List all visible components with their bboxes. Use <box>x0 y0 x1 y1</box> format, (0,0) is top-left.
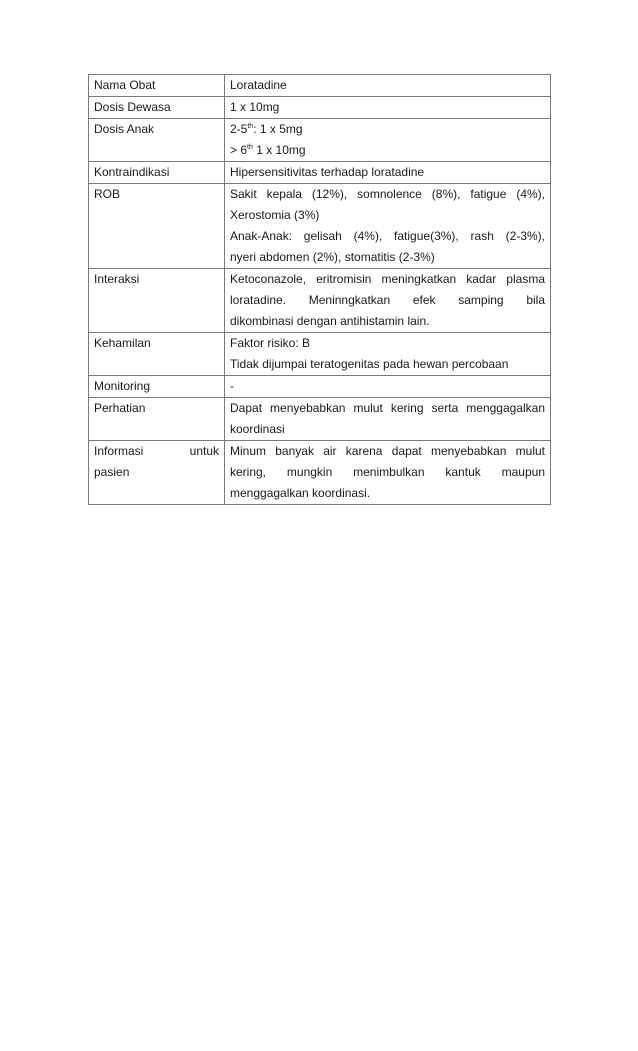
value-line: Tidak dijumpai teratogenitas pada hewan percobaan <box>230 357 509 371</box>
value-line: dikombinasi dengan antihistamin lain. <box>230 314 430 328</box>
value-line: Xerostomia (3%) <box>230 208 320 222</box>
value-line: kering, mungkin menimbulkan kantuk maupun <box>230 465 545 479</box>
value-line: koordinasi <box>230 422 285 436</box>
superscript: th <box>247 144 253 151</box>
row-label: Monitoring <box>89 376 225 398</box>
row-value <box>225 441 551 505</box>
row-label: Kontraindikasi <box>89 162 225 184</box>
row-label: Perhatian <box>89 398 225 441</box>
drug-info-table <box>88 74 551 505</box>
row-value <box>225 97 551 119</box>
value-line: - <box>230 379 234 393</box>
row-label: Dosis Dewasa <box>89 97 225 119</box>
value-line: 1 x 10mg <box>230 100 280 114</box>
table-row <box>89 97 551 119</box>
dose-amount: : 1 x 5mg <box>253 122 303 136</box>
value-line: Dapat menyebabkan mulut kering serta menggagalkan <box>230 401 545 415</box>
table-row <box>89 162 551 184</box>
table-row <box>89 441 551 505</box>
row-label: Interaksi <box>89 269 225 333</box>
row-label: Kehamilan <box>89 333 225 376</box>
label-word: Informasi <box>94 444 144 458</box>
row-value <box>225 333 551 376</box>
value-line: menggagalkan koordinasi. <box>230 486 371 500</box>
table-row <box>89 269 551 333</box>
label-word: pasien <box>94 465 130 479</box>
table-row <box>89 184 551 269</box>
row-label: ROB <box>89 184 225 269</box>
value-line: Sakit kepala (12%), somnolence (8%), fatigue (4%), <box>230 187 545 201</box>
row-value <box>225 398 551 441</box>
dose-amount: 1 x 10mg <box>252 143 306 157</box>
value-line: Faktor risiko: B <box>230 336 311 350</box>
row-label <box>89 441 225 505</box>
row-label: Dosis Anak <box>89 119 225 162</box>
row-value <box>225 269 551 333</box>
label-word: untuk <box>189 444 219 458</box>
dose-range: > 6 <box>230 143 248 157</box>
row-label: Nama Obat <box>89 75 225 97</box>
value-line: nyeri abdomen (2%), stomatitis (2-3%) <box>230 250 435 264</box>
value-line: loratadine. Meninngkatkan efek samping bila <box>230 293 545 307</box>
value-line <box>230 140 545 161</box>
row-value <box>225 162 551 184</box>
table-row <box>89 119 551 162</box>
value-line: Minum banyak air karena dapat menyebabkan mulut <box>230 444 545 458</box>
row-value <box>225 184 551 269</box>
value-line: Hipersensitivitas terhadap loratadine <box>230 165 425 179</box>
superscript: th <box>247 123 254 130</box>
dose-range: 2-5 <box>230 122 248 136</box>
row-value <box>225 119 551 162</box>
value-line: Loratadine <box>230 78 287 92</box>
table-row <box>89 398 551 441</box>
value-line: Ketoconazole, eritromisin meningkatkan kadar plasma <box>230 272 545 286</box>
table-row <box>89 333 551 376</box>
label-line <box>94 441 219 462</box>
table-row <box>89 376 551 398</box>
table-row <box>89 75 551 97</box>
row-value <box>225 376 551 398</box>
value-line <box>230 119 545 140</box>
value-line: Anak-Anak: gelisah (4%), fatigue(3%), rash (2-3%), <box>230 229 545 243</box>
row-value <box>225 75 551 97</box>
